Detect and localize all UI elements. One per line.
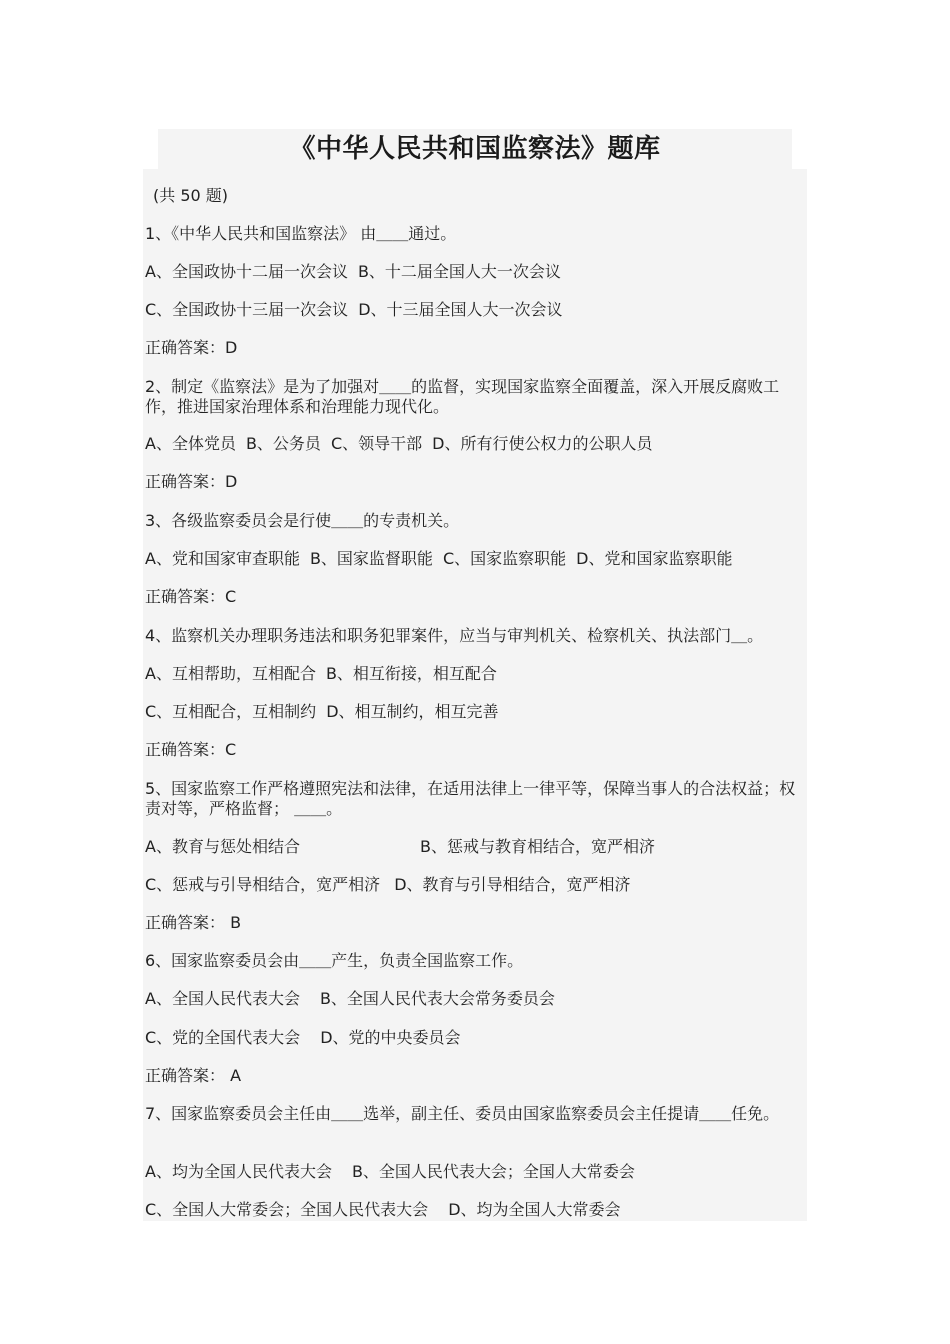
question-stem: 4、监察机关办理职务违法和职务犯罪案件，应当与审判机关、检察机关、执法部门＿。 (145, 626, 764, 645)
option-a: A、全体党员 (145, 434, 236, 453)
answer: 正确答案： B (145, 913, 242, 932)
question-stem: 3、各级监察委员会是行使＿＿的专责机关。 (145, 511, 460, 530)
option-b: B、全国人民代表大会常务委员会 (319, 989, 555, 1008)
option-a: A、互相帮助，互相配合 (145, 664, 316, 683)
answer: 正确答案：D (145, 472, 238, 491)
option-b: B、公务员 (245, 434, 321, 453)
option-c: C、党的全国代表大会 (145, 1028, 301, 1047)
option-d: D、所有行使公权力的公职人员 (432, 434, 653, 453)
option-a: A、均为全国人民代表大会 (145, 1162, 332, 1181)
option-row (145, 702, 807, 722)
option-c: C、全国政协十三届一次会议 (145, 300, 349, 319)
question-stem: 2、制定《监察法》是为了加强对＿＿的监督，实现国家监察全面覆盖，深入开展反腐败工作，推进国家治理体系和治理能力现代化。 (145, 377, 780, 416)
option-b: B、相互衔接，相互配合 (325, 664, 497, 683)
option-d: D、党的中央委员会 (320, 1028, 461, 1047)
option-d: D、十三届全国人大一次会议 (358, 300, 563, 319)
option-d: D、均为全国人大常委会 (448, 1200, 621, 1219)
option-a: A、全国人民代表大会 (145, 989, 300, 1008)
option-row (145, 875, 807, 895)
option-b: B、全国人民代表大会；全国人大常委会 (351, 1162, 635, 1181)
option-b: B、国家监督职能 (309, 549, 433, 568)
option-a: A、党和国家审查职能 (145, 549, 300, 568)
option-c: C、领导干部 (330, 434, 423, 453)
option-row (145, 262, 807, 282)
option-row (145, 837, 807, 857)
option-d: D、教育与引导相结合，宽严相济 (394, 875, 631, 894)
option-row (145, 1162, 807, 1182)
option-c: C、全国人大常委会；全国人民代表大会 (145, 1200, 429, 1219)
answer: 正确答案：D (145, 338, 238, 357)
option-b: B、十二届全国人大一次会议 (357, 262, 561, 281)
question-count: (共 50 题) (153, 186, 229, 205)
option-c: C、互相配合，互相制约 (145, 702, 317, 721)
option-a: A、全国政协十二届一次会议 (145, 262, 348, 281)
question-stem: 7、国家监察委员会主任由＿＿选举，副主任、委员由国家监察委员会主任提请＿＿任免。 (145, 1104, 780, 1123)
option-c: C、国家监察职能 (442, 549, 567, 568)
option-row (145, 664, 807, 684)
answer: 正确答案：C (145, 740, 237, 759)
option-d: D、党和国家监察职能 (576, 549, 733, 568)
option-row (145, 549, 807, 569)
question-stem: 5、国家监察工作严格遵照宪法和法律，在适用法律上一律平等，保障当事人的合法权益；权责对等，严格监督； ＿＿。 (145, 779, 796, 818)
document-title: 《中华人民共和国监察法》题库 (289, 134, 661, 164)
option-row (145, 434, 807, 454)
answer: 正确答案： A (145, 1066, 242, 1085)
option-a: A、教育与惩处相结合 (145, 837, 300, 856)
question-stem: 6、国家监察委员会由＿＿产生，负责全国监察工作。 (145, 951, 524, 970)
question-stem: 1、《中华人民共和国监察法》 由＿＿通过。 (145, 224, 457, 243)
option-c: C、惩戒与引导相结合，宽严相济 (145, 875, 381, 894)
option-b: B、惩戒与教育相结合，宽严相济 (420, 837, 655, 856)
question-list (143, 169, 807, 1221)
answer: 正确答案：C (145, 587, 237, 606)
option-row (145, 300, 807, 320)
option-row (145, 1028, 807, 1048)
option-d: D、相互制约，相互完善 (326, 702, 499, 721)
option-row (145, 1200, 807, 1220)
option-row (145, 989, 807, 1009)
